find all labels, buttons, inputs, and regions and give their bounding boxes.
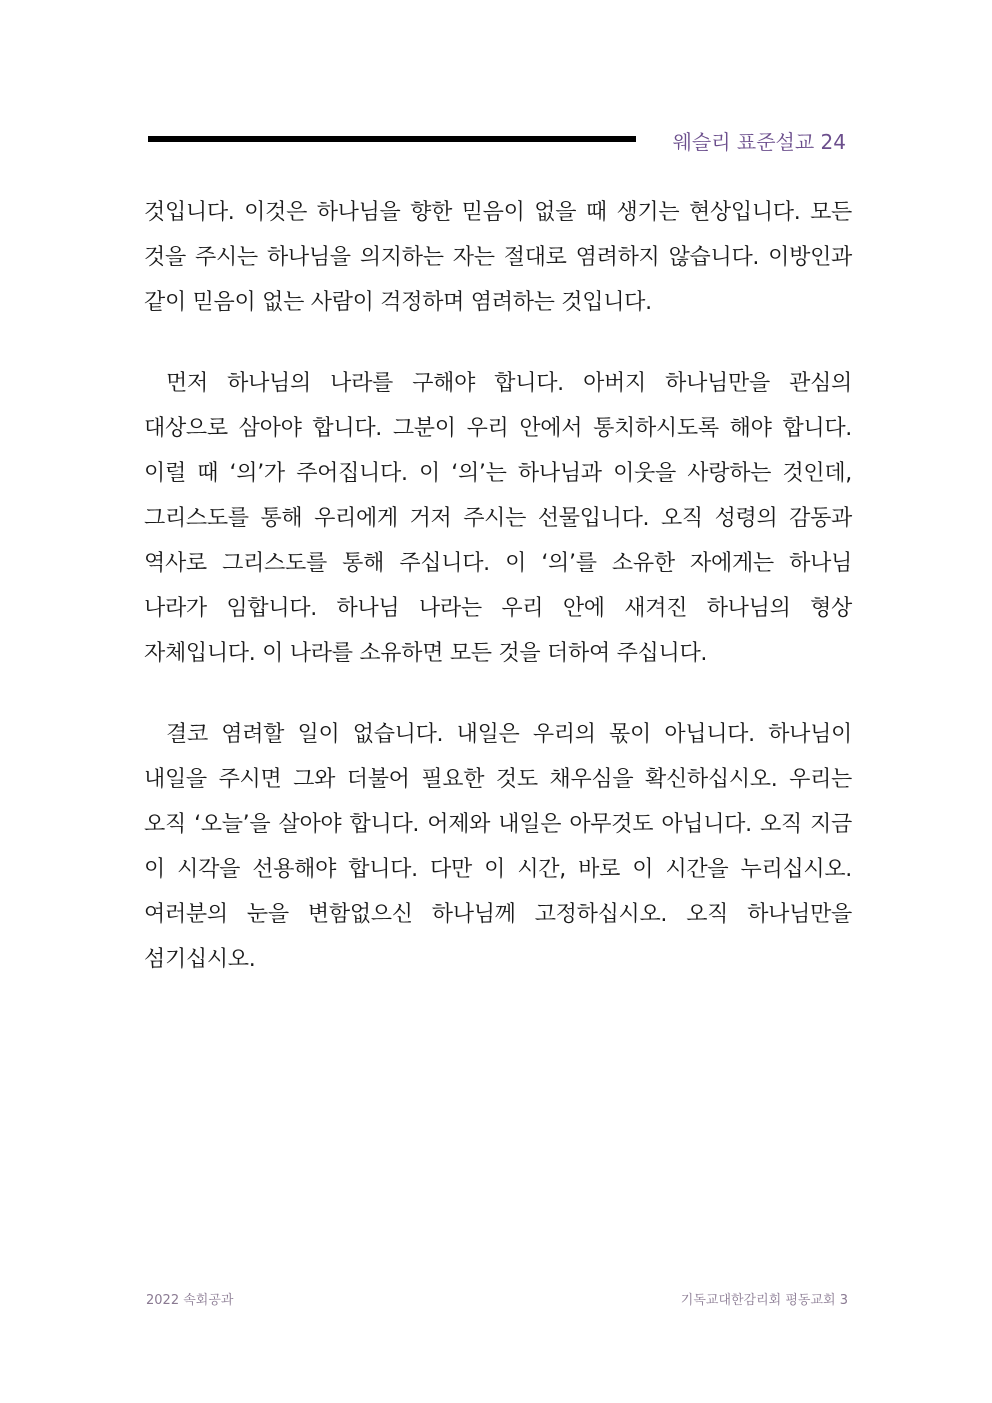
body-text: [144, 190, 852, 1018]
running-header-title: 웨슬리 표준설교 24: [672, 130, 846, 154]
paragraph-3: 결코 염려할 일이 없습니다. 내일은 우리의 몫이 아닙니다. 하나님이 내일을 주시면 그와 더불어 필요한 것도 채우심을 확신하십시오. 우리는 오직 ‘오늘’을 살아야 합니다. 어제와 내일은 아무것도 아닙니다. 오직 지금 이 시각을 선용해야 합니다. 다만 이 시간, 바로 이 시간을 누리십시오. 여러분의 눈을 변함없으신 하나님께 고정하십시오. 오직 하나님만을 섬기십시오.: [144, 722, 852, 972]
footer-publication: 2022 속회공과: [146, 1293, 234, 1308]
paragraph-2: 먼저 하나님의 나라를 구해야 합니다. 아버지 하나님만을 관심의 대상으로 삼아야 합니다. 그분이 우리 안에서 통치하시도록 해야 합니다. 이럴 때 ‘의’가 주어집니다. 이 ‘의’는 하나님과 이웃을 사랑하는 것인데, 그리스도를 통해 우리에게 거저 주시는 선물입니다. 오직 성령의 감동과 역사로 그리스도를 통해 주십니다. 이 ‘의’를 소유한 자에게는 하나님 나라가 임합니다. 하나님 나라는 우리 안에 새겨진 하나님의 형상 자체입니다. 이 나라를 소유하면 모든 것을 더하여 주십니다.: [144, 371, 852, 666]
header-rule: [148, 136, 636, 142]
footer-church-page: 기독교대한감리회 평동교회 3: [680, 1293, 848, 1308]
paragraph-1: 것입니다. 이것은 하나님을 향한 믿음이 없을 때 생기는 현상입니다. 모든 것을 주시는 하나님을 의지하는 자는 절대로 염려하지 않습니다. 이방인과 같이 믿음이 없는 사람이 걱정하며 염려하는 것입니다.: [144, 200, 852, 315]
